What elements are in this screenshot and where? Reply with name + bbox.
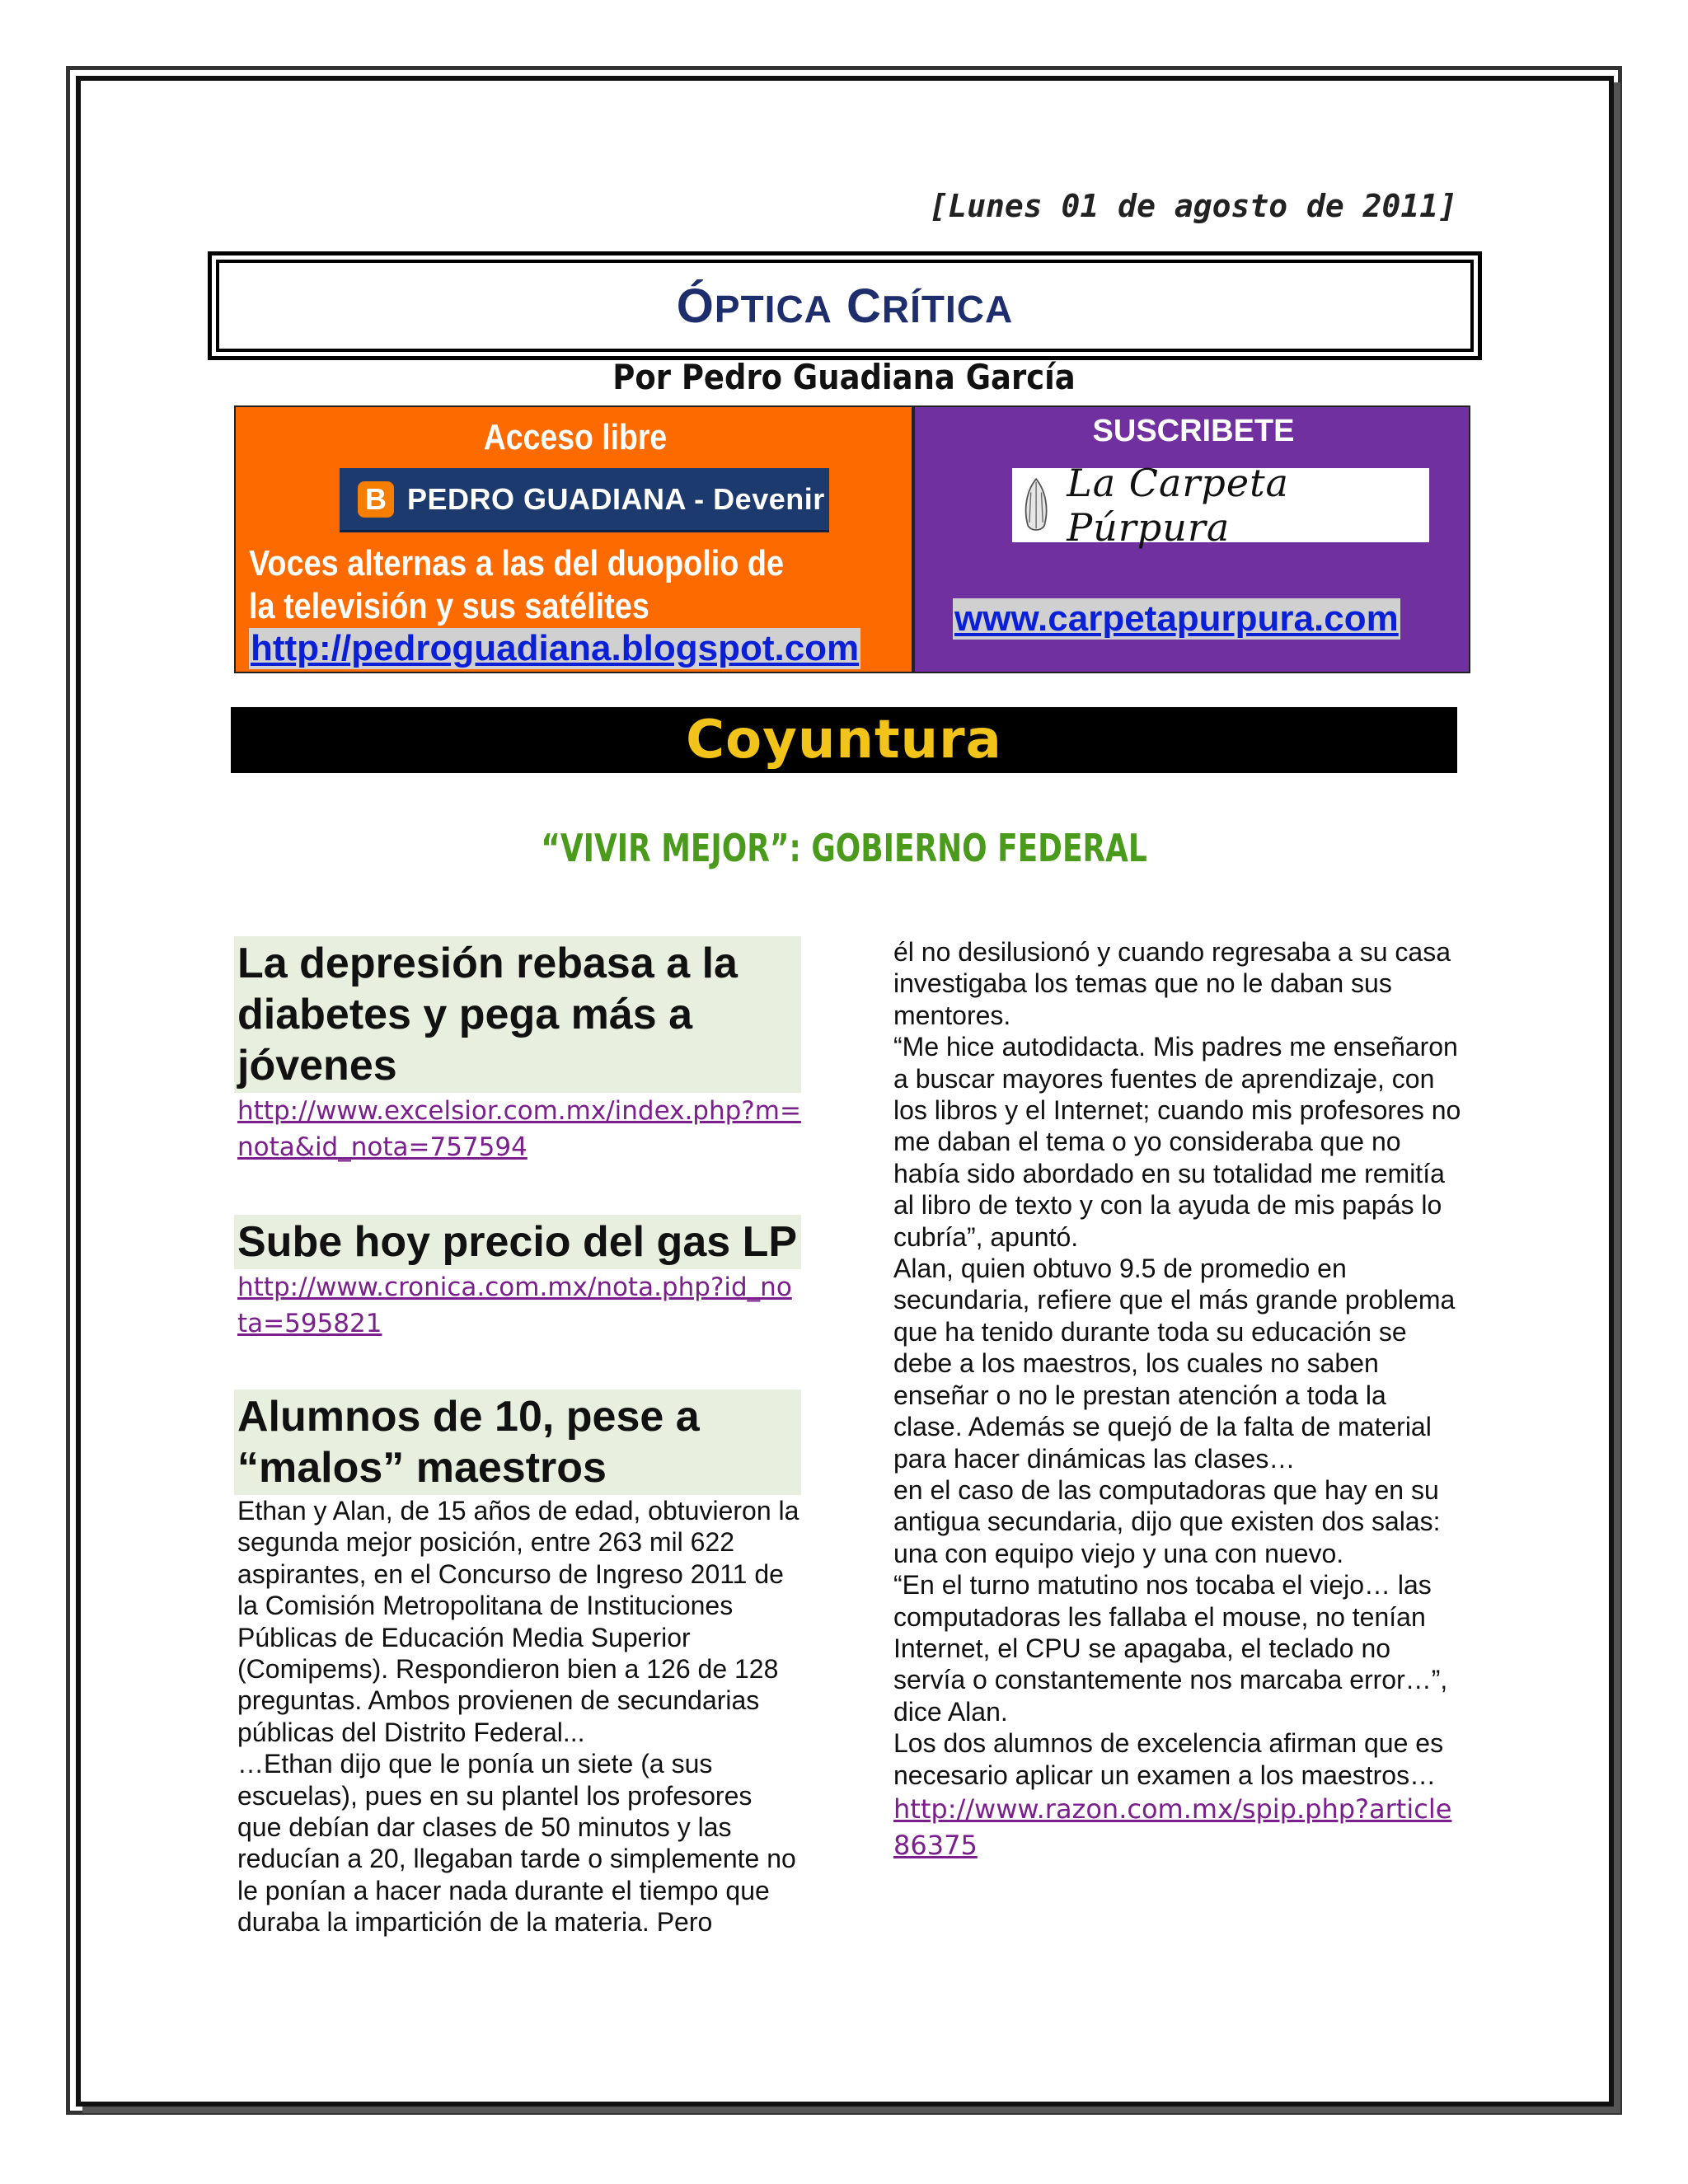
article-body-right: él no desilusionó y cuando regresaba a su casa investigaba los temas que no le daban sus mentores. “Me hice autodidacta. Mis padres me enseñaron a buscar mayores fuentes de aprendizaje, con los libros y el Internet; cuando mis profesores no me daban el tema o yo consideraba que no había sido abordado en su totalidad me remitía al libro de texto y con la ayuda de mis papás lo cubría”, apuntó. Alan, quien obtuvo 9.5 de promedio en secundaria, refiere que el más grande problema que ha tenido durante toda su educación se debe a los maestros, los cuales no saben enseñar o no le prestan atención a toda la clase. Además se quejó de la falta de material para hacer dinámicas las clases… en el caso de las computadoras que hay en su antigua secundaria, dijo que existen dos salas: una con equipo viejo y una con nuevo. “En el turno matutino nos tocaba el viejo… las computadoras les fallaba el mouse, no tenían Internet, el CPU se apagaba, el teclado no servía o constantemente nos marcaba error…”, dice Alan. Los dos alumnos de excelencia afirman que es necesario aplicar un examen a los maestros…	[893, 937, 1461, 1790]
blogger-badge[interactable]	[340, 468, 829, 532]
carpeta-logo-text: La Carpeta Púrpura	[1067, 461, 1289, 550]
blogger-icon: B	[358, 481, 394, 518]
promo-free-access	[234, 405, 913, 673]
promo-tagline: Voces alternas a las del duopolio de la televisión y sus satélites	[249, 543, 785, 626]
article-link-1[interactable]: http://www.excelsior.com.mx/index.php?m=nota&id_nota=757594	[237, 1096, 801, 1162]
blog-link[interactable]: http://pedroguadiana.blogspot.com	[251, 628, 860, 668]
right-column	[893, 936, 1462, 1863]
carpeta-link[interactable]: www.carpetapurpura.com	[954, 598, 1399, 639]
article-headline-3: Alumnos de 10, pese a “malos” maestros	[234, 1390, 801, 1495]
title-initial-1: Ó	[676, 279, 715, 333]
issue-date: [Lunes 01 de agosto de 2011]	[929, 188, 1457, 224]
article-body-left: Ethan y Alan, de 15 años de edad, obtuvieron la segunda mejor posición, entre 263 mil 622 aspirantes, en el Concurso de Ingreso 2011 de la Comisión Metropolitana de Instituciones Públicas de Educación Media Superior (Comipems). Respondieron bien a 126 de 128 preguntas. Ambos provienen de secundarias públicas del Distrito Federal... …Ethan dijo que le ponía un siete (a sus escuelas), pues en su plantel los profesores que debían dar clases de 50 minutos y las reducían a 20, llegaban tarde o simplemente no le ponían a hacer nada durante el tiempo que duraba la impartición de la materia. Pero	[237, 1496, 799, 1938]
section-title: Coyuntura	[686, 710, 1002, 771]
subscribe-label: SUSCRIBETE	[1092, 414, 1295, 448]
title-initial-2: C	[846, 279, 882, 333]
title-word-2: RÍTICA	[881, 287, 1014, 330]
section-subhead: “VIVIR MEJOR”: GOBIERNO FEDERAL	[541, 826, 1147, 870]
title-box	[216, 260, 1474, 352]
article-headline-2: Sube hoy precio del gas LP	[234, 1215, 801, 1269]
seashell-icon	[1020, 473, 1052, 537]
title-word-1: PTICA	[714, 287, 832, 330]
left-column	[234, 936, 801, 1938]
article-headline-1: La depresión rebasa a la diabetes y pega más a jóvenes	[234, 936, 801, 1093]
article-link-2[interactable]: http://www.cronica.com.mx/nota.php?id_nota=595821	[237, 1272, 792, 1338]
article-link-3[interactable]: http://www.razon.com.mx/spip.php?article86375	[893, 1793, 1452, 1861]
blogger-badge-text: PEDRO GUADIANA - Devenir	[407, 481, 825, 516]
masthead-title	[677, 279, 1013, 334]
section-banner	[231, 707, 1457, 773]
free-access-label: Acceso libre	[483, 417, 668, 457]
byline: Por Pedro Guadiana García	[612, 357, 1076, 397]
promo-subscribe	[913, 405, 1470, 673]
carpeta-purpura-logo[interactable]	[1012, 461, 1429, 550]
